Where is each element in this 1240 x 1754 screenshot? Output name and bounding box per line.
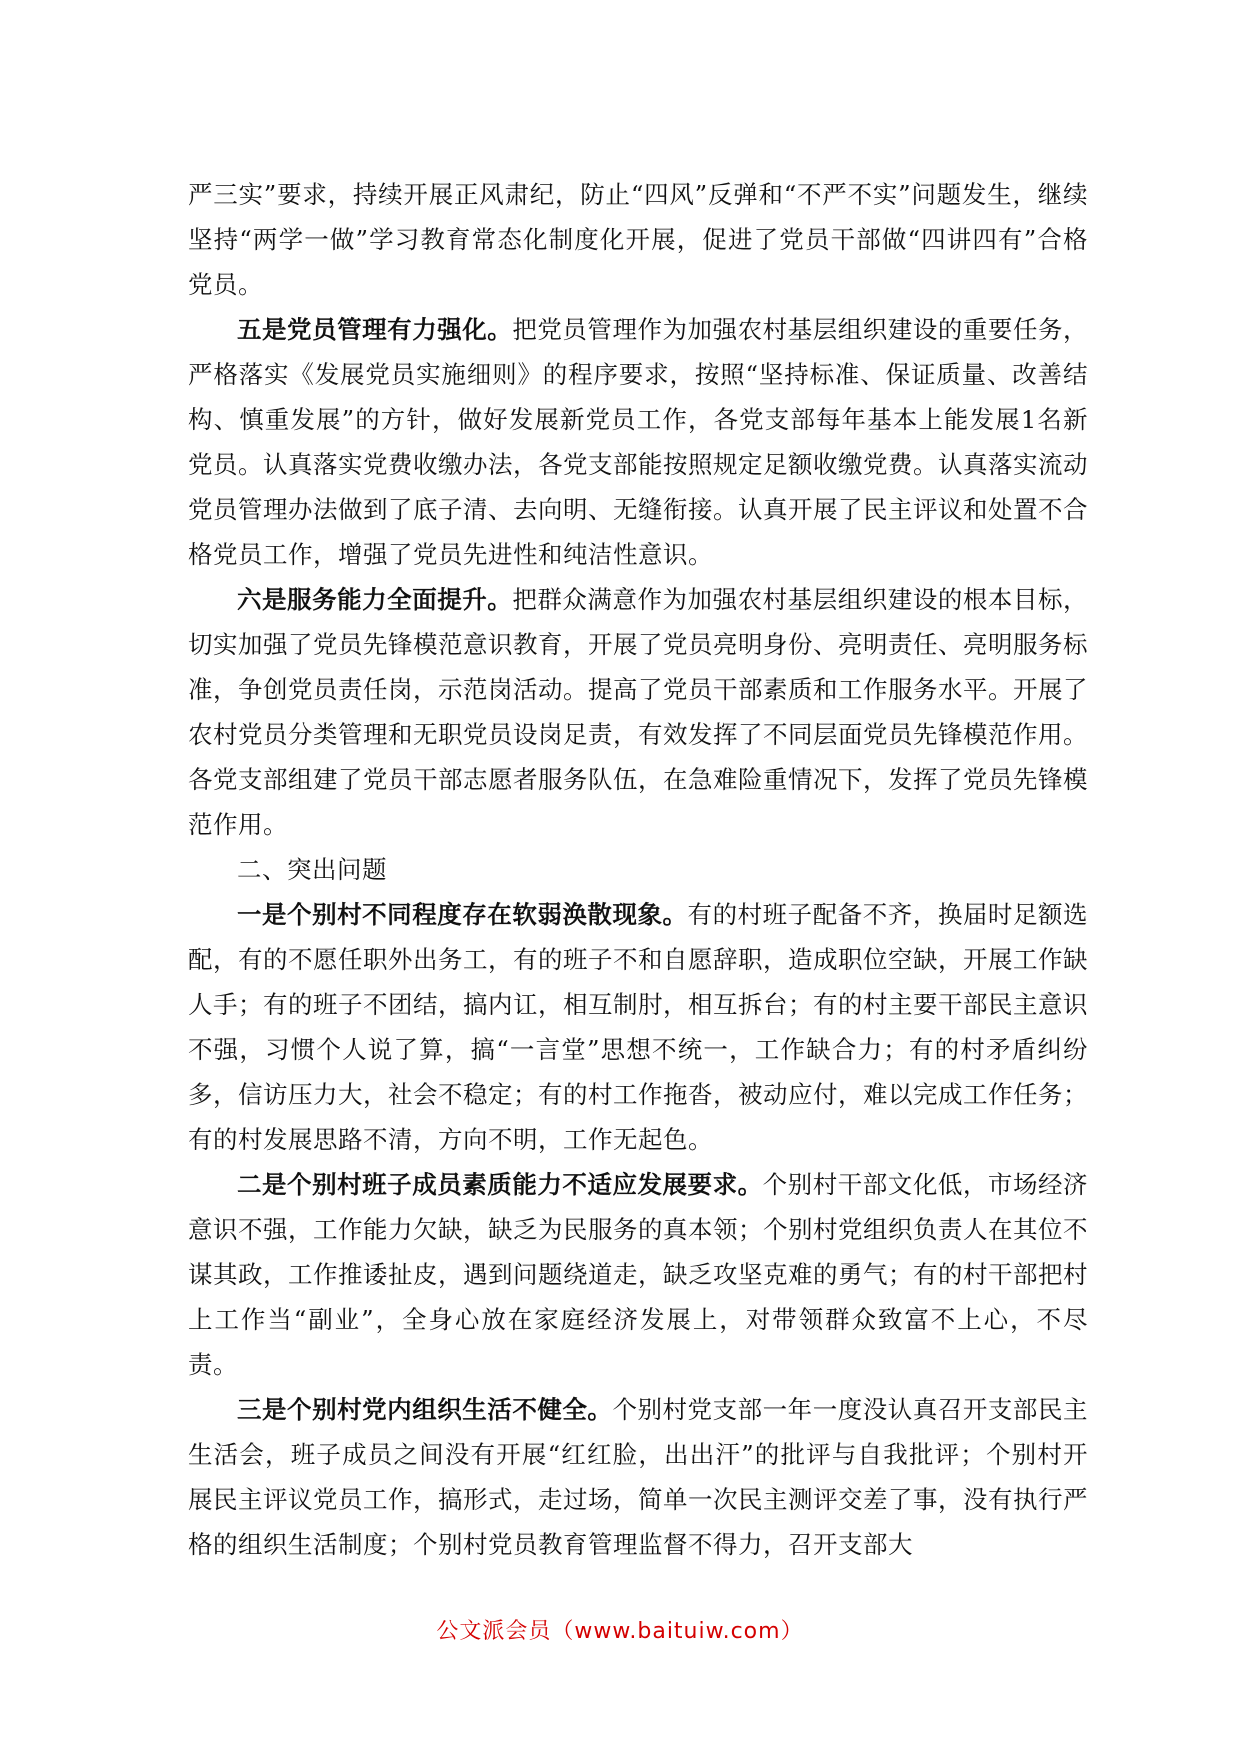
paragraph-lead: 五是党员管理有力强化。 [237,315,513,344]
paragraph-body: 个别村党支部一年一度没认真召开支部民主生活会，班子成员之间没有开展“红红脸，出出汗”的批评与自我批评；个别村开展民主评议党员工作，搞形式，走过场，简单一次民主测评交差了事，没有执行严格的组织生活制度；个别村党员教育管理监督不得力，召开支部大 [188,1395,1088,1559]
paragraph-party-member-management [188,307,1088,577]
paragraph-problem-1 [188,892,1088,1162]
paragraph-continuation: 严三实”要求，持续开展正风肃纪，防止“四风”反弹和“不严不实”问题发生，继续坚持“两学一做”学习教育常态化制度化开展，促进了党员干部做“四讲四有”合格党员。 [188,180,1088,299]
footer-watermark-link[interactable]: 公文派会员（www.baituiw.com） [436,1619,804,1644]
paragraph-body: 个别村干部文化低，市场经济意识不强，工作能力欠缺，缺乏为民服务的真本领；个别村党组织负责人在其位不谋其政，工作推诿扯皮，遇到问题绕道走，缺乏攻坚克难的勇气；有的村干部把村上工作当“副业”，全身心放在家庭经济发展上，对带领群众致富不上心，不尽责。 [188,1170,1089,1379]
paragraph-body: 把群众满意作为加强农村基层组织建设的根本目标，切实加强了党员先锋模范意识教育，开展了党员亮明身份、亮明责任、亮明服务标准，争创党员责任岗，示范岗活动。提高了党员干部素质和工作服务水平。开展了农村党员分类管理和无职党员设岗足责，有效发挥了不同层面党员先锋模范作用。各党支部组建了党员干部志愿者服务队伍，在急难险重情况下，发挥了党员先锋模范作用。 [188,585,1089,839]
paragraph-problem-2 [188,1162,1088,1387]
section-heading-problems: 二、突出问题 [237,855,387,884]
paragraph-problem-3 [188,1387,1088,1567]
paragraph-body: 把党员管理作为加强农村基层组织建设的重要任务，严格落实《发展党员实施细则》的程序要求，按照“坚持标准、保证质量、改善结构、慎重发展”的方针，做好发展新党员工作，各党支部每年基本上能发展1名新党员。认真落实党费收缴办法，各党支部能按照规定足额收缴党费。认真落实流动党员管理办法做到了底子清、去向明、无缝衔接。认真开展了民主评议和处置不合格党员工作，增强了党员先进性和纯洁性意识。 [188,315,1089,569]
paragraph-service-capacity [188,577,1088,847]
document-page [188,172,1088,1567]
paragraph-lead: 六是服务能力全面提升。 [237,585,513,614]
paragraph-lead: 一是个别村不同程度存在软弱涣散现象。 [237,900,688,929]
paragraph-lead: 三是个别村党内组织生活不健全。 [237,1395,613,1424]
paragraph-lead: 二是个别村班子成员素质能力不适应发展要求。 [237,1170,763,1199]
paragraph-body: 有的村班子配备不齐，换届时足额选配，有的不愿任职外出务工，有的班子不和自愿辞职，造成职位空缺，开展工作缺人手；有的班子不团结，搞内讧，相互制肘，相互拆台；有的村主要干部民主意识不强，习惯个人说了算，搞“一言堂”思想不统一，工作缺合力；有的村矛盾纠纷多，信访压力大，社会不稳定；有的村工作拖沓，被动应付，难以完成工作任务；有的村发展思路不清，方向不明，工作无起色。 [188,900,1088,1154]
